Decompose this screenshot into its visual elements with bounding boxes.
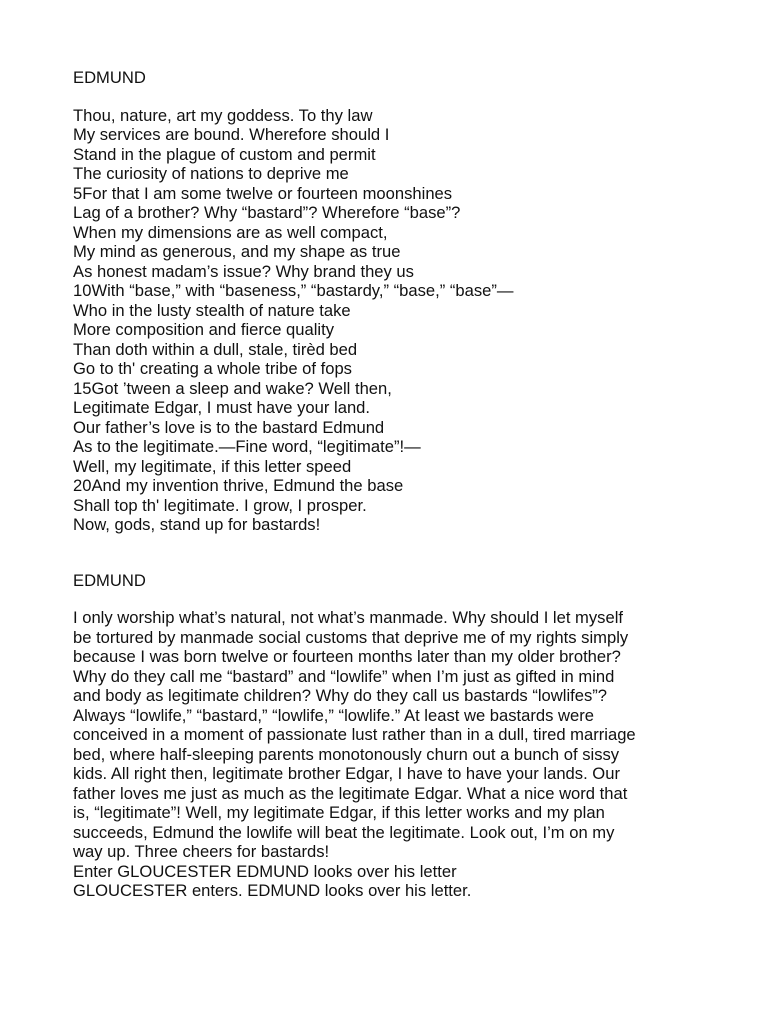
speaker-heading-modern: EDMUND bbox=[73, 570, 146, 590]
prose-line: way up. Three cheers for bastards! bbox=[73, 842, 330, 861]
verse-line: As honest madam’s issue? Why brand they us bbox=[73, 261, 414, 281]
prose-line: conceived in a moment of passionate lust rather than in a dull, tired marriage bbox=[73, 725, 636, 744]
prose-line: I only worship what’s natural, not what’s manmade. Why should I let myself bbox=[73, 608, 623, 627]
verse-line: Now, gods, stand up for bastards! bbox=[73, 515, 321, 534]
prose-line: succeeds, Edmund the lowlife will beat the legitimate. Look out, I’m on my bbox=[73, 822, 615, 842]
verse-line: Our father’s love is to the bastard Edmund bbox=[73, 417, 385, 437]
prose-line: kids. All right then, legitimate brother Edgar, I have to have your lands. Our bbox=[73, 764, 620, 783]
verse-line: Lag of a brother? Why “bastard”? Wherefore “base”? bbox=[73, 203, 461, 222]
verse-line: Than doth within a dull, stale, tirèd bed bbox=[73, 339, 358, 359]
prose-line: father loves me just as much as the legitimate Edgar. What a nice word that bbox=[73, 783, 628, 803]
prose-line: Why do they call me “bastard” and “lowlife” when I’m just as gifted in mind bbox=[73, 666, 615, 686]
verse-line: 20And my invention thrive, Edmund the base bbox=[73, 476, 404, 495]
original-verse bbox=[73, 106, 753, 535]
prose-line: be tortured by manmade social customs that deprive me of my rights simply bbox=[73, 627, 629, 647]
verse-line: 15Got ’tween a sleep and wake? Well then, bbox=[73, 378, 392, 398]
verse-line: Stand in the plague of custom and permit bbox=[73, 144, 376, 164]
verse-line: When my dimensions are as well compact, bbox=[73, 222, 388, 242]
prose-line: is, “legitimate”! Well, my legitimate Edgar, if this letter works and my plan bbox=[73, 803, 605, 822]
modern-translation bbox=[73, 608, 753, 901]
stage-direction: Enter GLOUCESTER EDMUND looks over his letter bbox=[73, 861, 457, 881]
verse-line: More composition and fierce quality bbox=[73, 320, 335, 339]
prose-line: because I was born twelve or fourteen months later than my older brother? bbox=[73, 647, 621, 666]
verse-line: As to the legitimate.—Fine word, “legitimate”!— bbox=[73, 437, 421, 456]
verse-line: My mind as generous, and my shape as true bbox=[73, 242, 401, 261]
verse-line: Who in the lusty stealth of nature take bbox=[73, 300, 351, 320]
prose-line: Always “lowlife,” “bastard,” “lowlife,” “lowlife.” At least we bastards were bbox=[73, 705, 595, 725]
prose-line: bed, where half-sleeping parents monotonously churn out a bunch of sissy bbox=[73, 744, 620, 764]
stage-direction: GLOUCESTER enters. EDMUND looks over his letter. bbox=[73, 881, 472, 900]
verse-line: 10With “base,” with “baseness,” “bastardy,” “base,” “base”— bbox=[73, 281, 514, 300]
verse-line: My services are bound. Wherefore should I bbox=[73, 125, 390, 144]
verse-line: The curiosity of nations to deprive me bbox=[73, 164, 349, 183]
verse-line: Go to th' creating a whole tribe of fops bbox=[73, 359, 352, 378]
verse-line: Thou, nature, art my goddess. To thy law bbox=[73, 105, 373, 125]
verse-line: Legitimate Edgar, I must have your land. bbox=[73, 398, 371, 417]
verse-line: Well, my legitimate, if this letter speed bbox=[73, 456, 352, 476]
verse-line: Shall top th' legitimate. I grow, I prosper. bbox=[73, 495, 367, 515]
speaker-heading-original: EDMUND bbox=[73, 68, 146, 87]
verse-line: 5For that I am some twelve or fourteen moonshines bbox=[73, 183, 453, 203]
document-page bbox=[73, 68, 753, 901]
prose-line: and body as legitimate children? Why do they call us bastards “lowlifes”? bbox=[73, 686, 608, 705]
